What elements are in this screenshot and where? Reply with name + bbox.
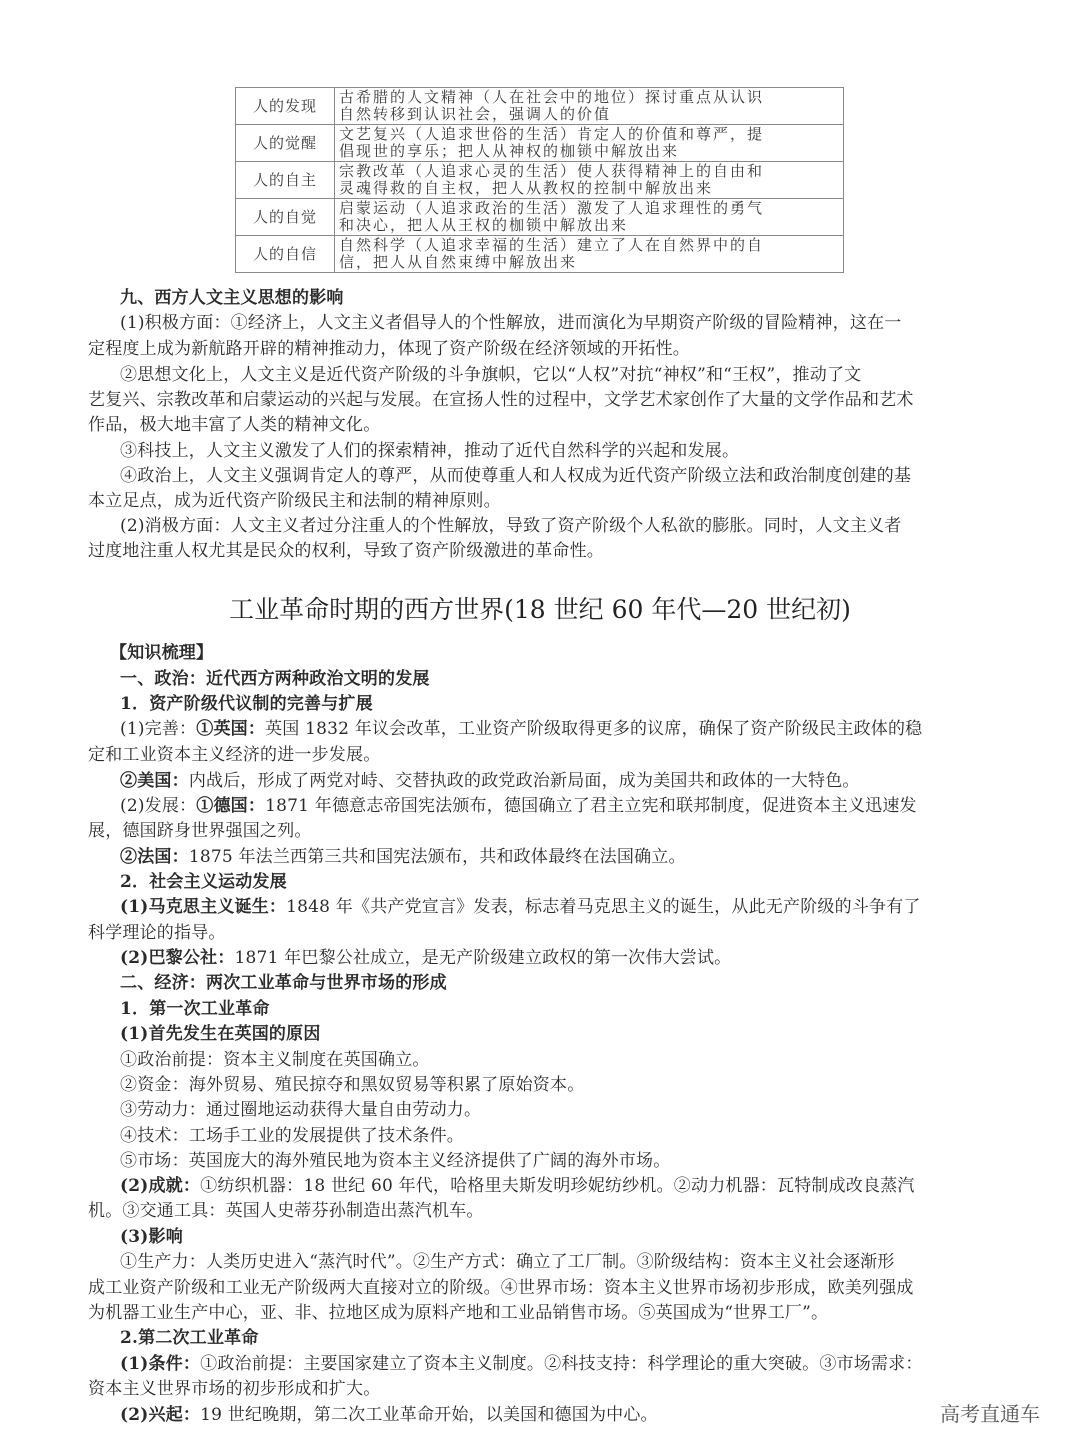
- table-row: [236, 125, 844, 162]
- paragraph-line: ②美国：内战后，形成了两党对峙、交替执政的政党政治新局面，成为美国共和政体的一大特色。: [120, 771, 860, 791]
- paragraph-line: (1)条件：①政治前提：主要国家建立了资本主义制度。②科技支持：科学理论的重大突破。③市场需求：: [120, 1354, 923, 1374]
- humanism-stages-table: [235, 87, 844, 273]
- paragraph-line: ①生产力：人类历史进入“蒸汽时代”。②生产方式：确立了工厂制。③阶级结构：资本主义社会逐渐形: [120, 1252, 895, 1272]
- paragraph-line: 定和工业资本主义经济的进一步发展。: [88, 745, 381, 765]
- knowledge-label: 【知识梳理】: [110, 643, 214, 663]
- sub1-heading: 1．资产阶级代议制的完善与扩展: [120, 694, 373, 714]
- section9-heading: 九、西方人文主义思想的影响: [120, 288, 344, 308]
- paragraph-line: 本立足点，成为近代资产阶级民主和法制的精神原则。: [88, 491, 501, 511]
- table-key-cell: 人的发现: [236, 88, 335, 125]
- paragraph-line: 科学理论的指导。: [88, 923, 226, 943]
- paragraph-line: 展，德国跻身世界强国之列。: [88, 821, 312, 841]
- table-key-cell: 人的自觉: [236, 199, 335, 236]
- paragraph-line: (2)兴起：19 世纪晚期，第二次工业革命开始，以美国和德国为中心。: [120, 1405, 658, 1425]
- ir1-impact-heading: (3)影响: [120, 1227, 183, 1247]
- list-item: ④技术：工场手工业的发展提供了技术条件。: [120, 1126, 464, 1146]
- paragraph-line: (1)积极方面：①经济上，人文主义者倡导人的个性解放，进而演化为早期资产阶级的冒险精神，这在一: [120, 313, 902, 333]
- paragraph-line: ④政治上，人文主义强调肯定人的尊严，从而使尊重人和人权成为近代资产阶级立法和政治制度创建的基: [120, 466, 912, 486]
- paragraph-line: 定程度上成为新航路开辟的精神推动力，体现了资产阶级在经济领域的开拓性。: [88, 339, 690, 359]
- paragraph-line: (2)巴黎公社：1871 年巴黎公社成立，是无产阶级建立政权的第一次伟大尝试。: [120, 948, 732, 968]
- paragraph-line: ②思想文化上，人文主义是近代资产阶级的斗争旗帜，它以“人权”对抗“神权”和“王权”，推动了文: [120, 365, 862, 385]
- table-key-cell: 人的自主: [236, 162, 335, 199]
- table-value-cell: 宗教改革（人追求心灵的生活）使人获得精神上的自由和 灵魂得救的自主权，把人从教权的控制中解放出来: [335, 162, 844, 199]
- paragraph-line: (1)马克思主义诞生：1848 年《共产党宣言》发表，标志着马克思主义的诞生，从此无产阶级的斗争有了: [120, 897, 921, 917]
- ir1-heading: 1．第一次工业革命: [120, 999, 270, 1019]
- table-row: [236, 199, 844, 236]
- paragraph-line: (2)成就：①纺织机器：18 世纪 60 年代，哈格里夫斯发明珍妮纺纱机。②动力机器：瓦特制成改良蒸汽: [120, 1176, 915, 1196]
- part1-heading: 一、政治：近代西方两种政治文明的发展: [120, 669, 430, 689]
- table-value-cell: 启蒙运动（人追求政治的生活）激发了人追求理性的勇气 和决心，把人从王权的枷锁中解放出来: [335, 199, 844, 236]
- paragraph-line: ②法国：1875 年法兰西第三共和国宪法颁布，共和政体最终在法国确立。: [120, 847, 686, 867]
- list-item: ⑤市场：英国庞大的海外殖民地为资本主义经济提供了广阔的海外市场。: [120, 1151, 671, 1171]
- paragraph-line: 成工业资产阶级和工业无产阶级两大直接对立的阶级。④世界市场：资本主义世界市场初步形成，欧美列强成: [88, 1278, 914, 1298]
- table-key-cell: 人的觉醒: [236, 125, 335, 162]
- paragraph-line: ③科技上，人文主义激发了人们的探索精神，推动了近代自然科学的兴起和发展。: [120, 441, 740, 461]
- table-row: [236, 236, 844, 273]
- part2-heading: 二、经济：两次工业革命与世界市场的形成: [120, 973, 447, 993]
- paragraph-line: 为机器工业生产中心，亚、非、拉地区成为原料产地和工业品销售市场。⑤英国成为“世界工厂”。: [88, 1303, 829, 1323]
- watermark: 高考直通车: [940, 1402, 1040, 1426]
- paragraph-line: (2)消极方面：人文主义者过分注重人的个性解放，导致了资产阶级个人私欲的膨胀。同时，人文主义者: [120, 516, 902, 536]
- ir1-reason-heading: (1)首先发生在英国的原因: [120, 1024, 321, 1044]
- table-value-cell: 古希腊的人文精神（人在社会中的地位）探讨重点从认识 自然转移到认识社会，强调人的价值: [335, 88, 844, 125]
- paragraph-line: 机。③交通工具：英国人史蒂芬孙制造出蒸汽机车。: [88, 1201, 484, 1221]
- list-item: ③劳动力：通过圈地运动获得大量自由劳动力。: [120, 1100, 482, 1120]
- paragraph-line: (1)完善：①英国：英国 1832 年议会改革，工业资产阶级取得更多的议席，确保了资产阶级民主政体的稳: [120, 719, 923, 739]
- paragraph-line: 艺复兴、宗教改革和启蒙运动的兴起与发展。在宣扬人性的过程中，文学艺术家创作了大量的文学作品和艺术: [88, 390, 914, 410]
- sub2-heading: 2．社会主义运动发展: [120, 872, 287, 892]
- table-row: [236, 88, 844, 125]
- ir2-heading: 2.第二次工业革命: [120, 1328, 259, 1348]
- paragraph-line: (2)发展：①德国：1871 年德意志帝国宪法颁布，德国确立了君主立宪和联邦制度，促进资本主义迅速发: [120, 796, 917, 816]
- paragraph-line: 作品，极大地丰富了人类的精神文化。: [88, 415, 381, 435]
- table-value-cell: 自然科学（人追求幸福的生活）建立了人在自然界中的自 信，把人从自然束缚中解放出来: [335, 236, 844, 273]
- chapter-title: 工业革命时期的西方世界(18 世纪 60 年代—20 世纪初): [229, 595, 851, 624]
- table-row: [236, 162, 844, 199]
- table-value-cell: 文艺复兴（人追求世俗的生活）肯定人的价值和尊严，提 倡现世的享乐；把人从神权的枷锁中解放出来: [335, 125, 844, 162]
- paragraph-line: 资本主义世界市场的初步形成和扩大。: [88, 1379, 381, 1399]
- list-item: ②资金：海外贸易、殖民掠夺和黑奴贸易等积累了原始资本。: [120, 1075, 585, 1095]
- paragraph-line: 过度地注重人权尤其是民众的权利，导致了资产阶级激进的革命性。: [88, 541, 604, 561]
- table-key-cell: 人的自信: [236, 236, 335, 273]
- list-item: ①政治前提：资本主义制度在英国确立。: [120, 1050, 430, 1070]
